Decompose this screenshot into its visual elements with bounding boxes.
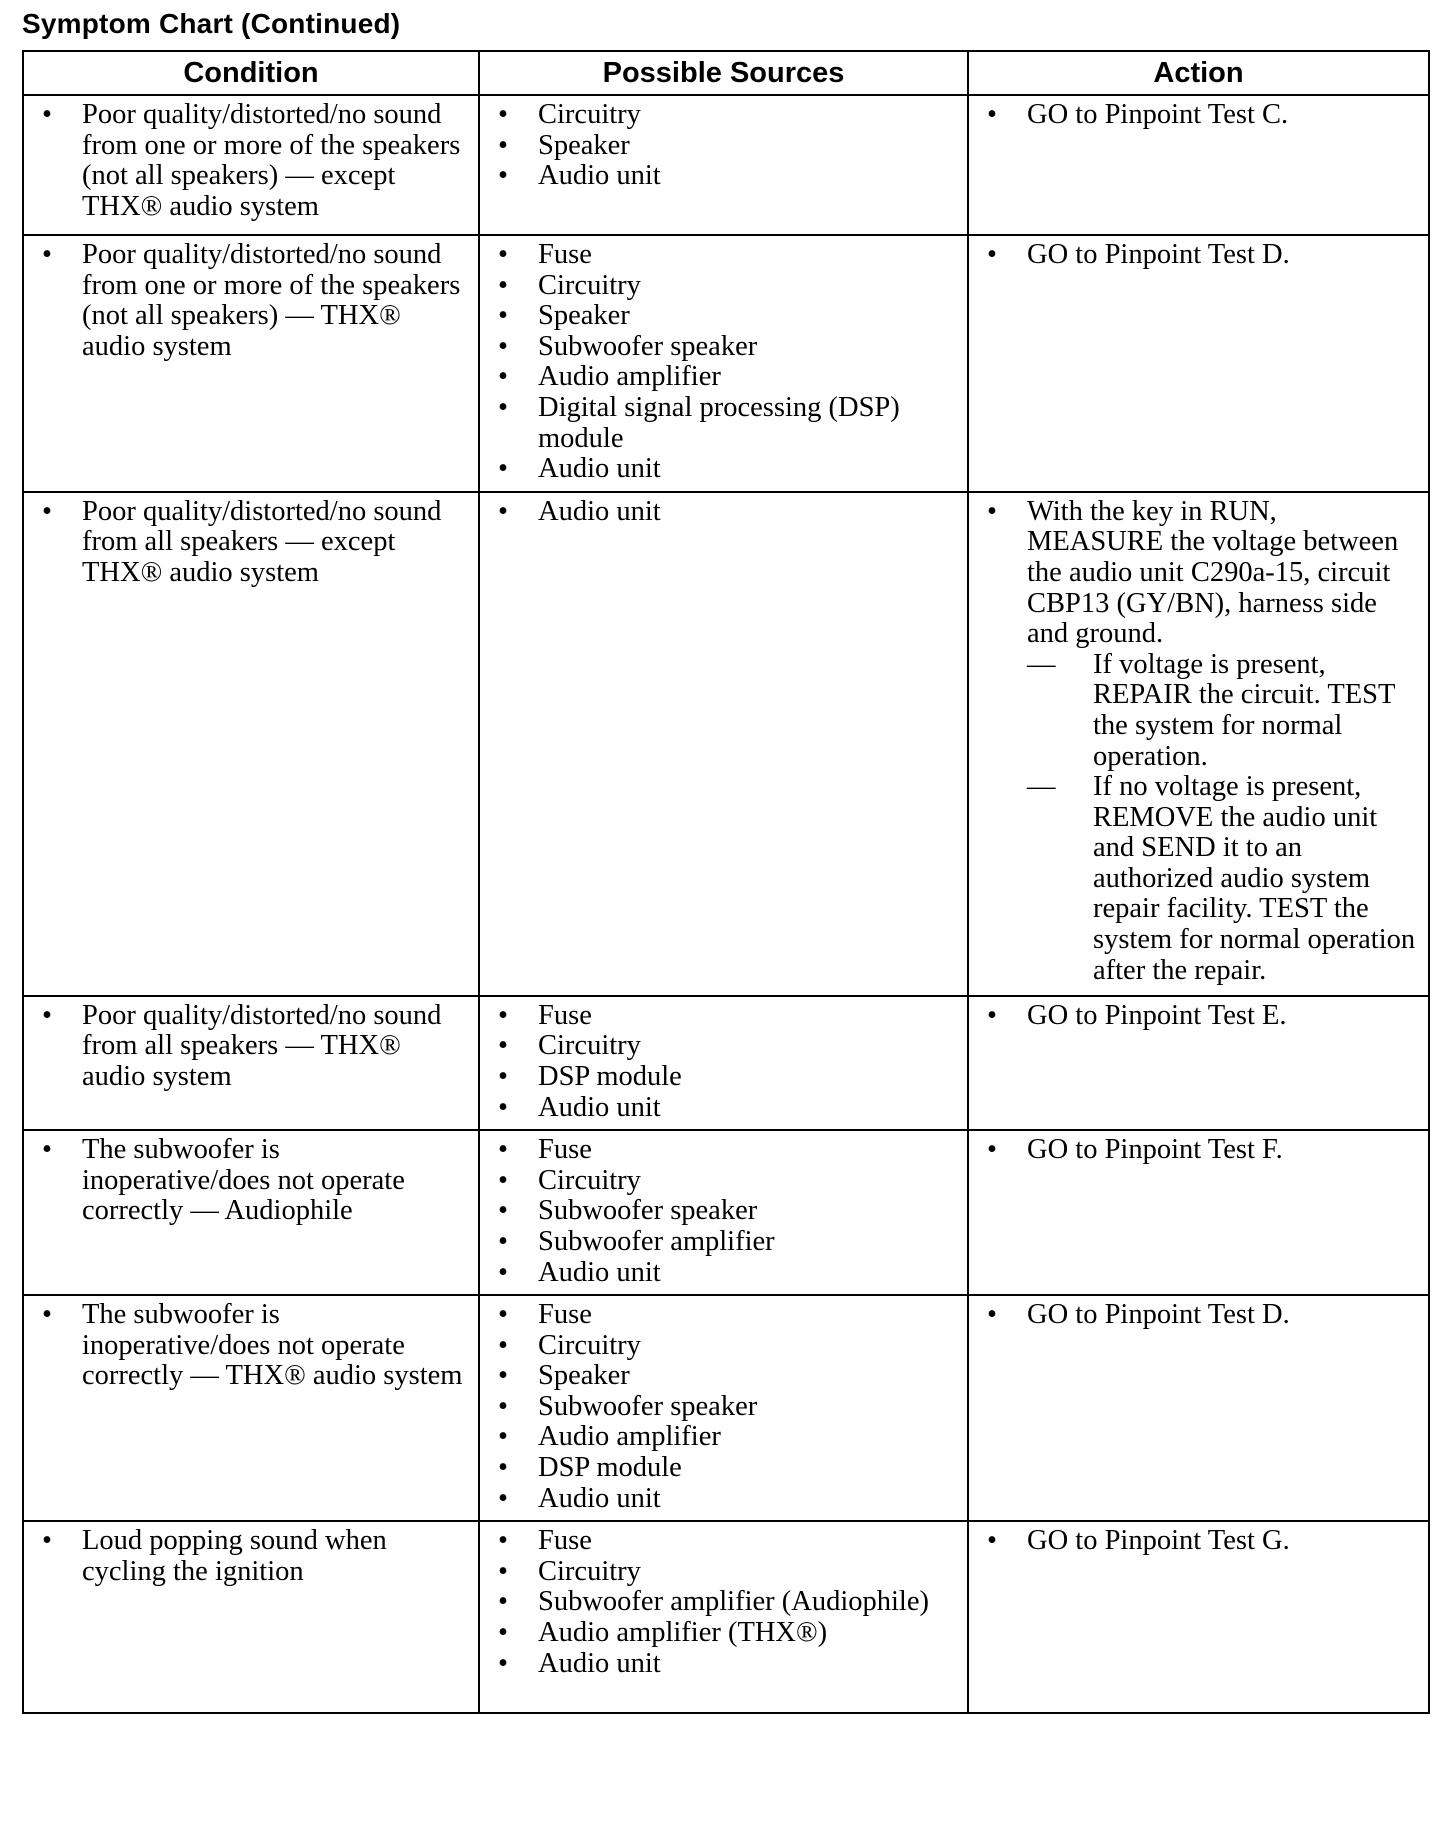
action-sub-step: — If voltage is present, REPAIR the circuit. TEST the system for normal operation. [1027, 650, 1418, 772]
sources-cell [479, 996, 968, 1130]
action-cell [968, 1295, 1429, 1521]
source-item: • Speaker [490, 131, 957, 162]
condition-cell [23, 235, 479, 492]
condition-cell [23, 1295, 479, 1521]
action-cell [968, 996, 1429, 1130]
source-item: • DSP module [490, 1062, 957, 1093]
table-row [23, 1130, 1429, 1295]
source-item: • Subwoofer speaker [490, 1196, 957, 1227]
condition-text: • Poor quality/distorted/no sound from one or more of the speakers (not all speakers) — THX® audio system [34, 240, 468, 362]
sources-cell [479, 95, 968, 235]
action-cell [968, 95, 1429, 235]
source-item: • Audio unit [490, 161, 957, 192]
action-text: • GO to Pinpoint Test D. [979, 1300, 1418, 1331]
source-item: • Circuitry [490, 1557, 957, 1588]
action-column-header: Action [968, 51, 1429, 95]
source-item: • Subwoofer speaker [490, 332, 957, 363]
source-item: • Audio unit [490, 1649, 957, 1680]
source-item: • Subwoofer speaker [490, 1392, 957, 1423]
condition-text: • Poor quality/distorted/no sound from all speakers — THX® audio system [34, 1001, 468, 1093]
source-item: • Audio amplifier (THX®) [490, 1618, 957, 1649]
source-item: • Circuitry [490, 1166, 957, 1197]
action-text: • GO to Pinpoint Test E. [979, 1001, 1418, 1032]
source-item: • Circuitry [490, 100, 957, 131]
source-item: • Fuse [490, 1001, 957, 1032]
condition-text: • The subwoofer is inoperative/does not operate correctly — Audiophile [34, 1135, 468, 1227]
action-cell [968, 1521, 1429, 1713]
source-item: • DSP module [490, 1453, 957, 1484]
condition-column-header: Condition [23, 51, 479, 95]
source-item: • Fuse [490, 240, 957, 271]
source-item: • Circuitry [490, 1331, 957, 1362]
source-item: • Audio amplifier [490, 362, 957, 393]
action-text: • GO to Pinpoint Test D. [979, 240, 1418, 271]
action-sub-step: — If no voltage is present, REMOVE the audio unit and SEND it to an authorized audio system repair facility. TEST the system for normal operation after the repair. [1027, 772, 1418, 986]
source-item: • Speaker [490, 301, 957, 332]
condition-cell [23, 95, 479, 235]
source-item: • Audio unit [490, 497, 957, 528]
condition-cell [23, 1130, 479, 1295]
table-row [23, 1521, 1429, 1713]
action-cell [968, 492, 1429, 996]
table-row [23, 996, 1429, 1130]
source-item: • Audio amplifier [490, 1422, 957, 1453]
condition-text: • Poor quality/distorted/no sound from all speakers — except THX® audio system [34, 497, 468, 589]
table-row [23, 492, 1429, 996]
action-text: • GO to Pinpoint Test C. [979, 100, 1418, 131]
action-text [979, 497, 1418, 987]
sources-cell [479, 1130, 968, 1295]
source-item: • Fuse [490, 1526, 957, 1557]
action-cell [968, 235, 1429, 492]
page-title: Symptom Chart (Continued) [22, 8, 401, 39]
sources-cell [479, 235, 968, 492]
source-item: • Audio unit [490, 1093, 957, 1124]
action-text: • GO to Pinpoint Test F. [979, 1135, 1418, 1166]
source-item: • Audio unit [490, 1484, 957, 1515]
table-header-row [23, 51, 1429, 95]
condition-text: • The subwoofer is inoperative/does not operate correctly — THX® audio system [34, 1300, 468, 1392]
sources-cell [479, 492, 968, 996]
symptom-chart-table [22, 50, 1430, 1714]
source-item: • Circuitry [490, 271, 957, 302]
source-item: • Audio unit [490, 1258, 957, 1289]
table-row [23, 1295, 1429, 1521]
action-main-text: With the key in RUN, MEASURE the voltage between the audio unit C290a-15, circuit CBP13 (GY/BN), harness side and ground. [1027, 495, 1399, 650]
source-item: • Circuitry [490, 1031, 957, 1062]
condition-cell [23, 1521, 479, 1713]
table-row [23, 95, 1429, 235]
sources-column-header: Possible Sources [479, 51, 968, 95]
source-item: • Digital signal processing (DSP) module [490, 393, 957, 454]
source-item: • Subwoofer amplifier (Audiophile) [490, 1587, 957, 1618]
source-item: • Speaker [490, 1361, 957, 1392]
table-row [23, 235, 1429, 492]
action-text: • GO to Pinpoint Test G. [979, 1526, 1418, 1557]
source-item: • Subwoofer amplifier [490, 1227, 957, 1258]
source-item: • Fuse [490, 1135, 957, 1166]
sources-cell [479, 1521, 968, 1713]
source-item: • Audio unit [490, 454, 957, 485]
condition-cell [23, 492, 479, 996]
condition-text: • Poor quality/distorted/no sound from one or more of the speakers (not all speakers) — except THX® audio system [34, 100, 468, 222]
sources-cell [479, 1295, 968, 1521]
source-item: • Fuse [490, 1300, 957, 1331]
condition-cell [23, 996, 479, 1130]
action-cell [968, 1130, 1429, 1295]
condition-text: • Loud popping sound when cycling the ignition [34, 1526, 468, 1587]
